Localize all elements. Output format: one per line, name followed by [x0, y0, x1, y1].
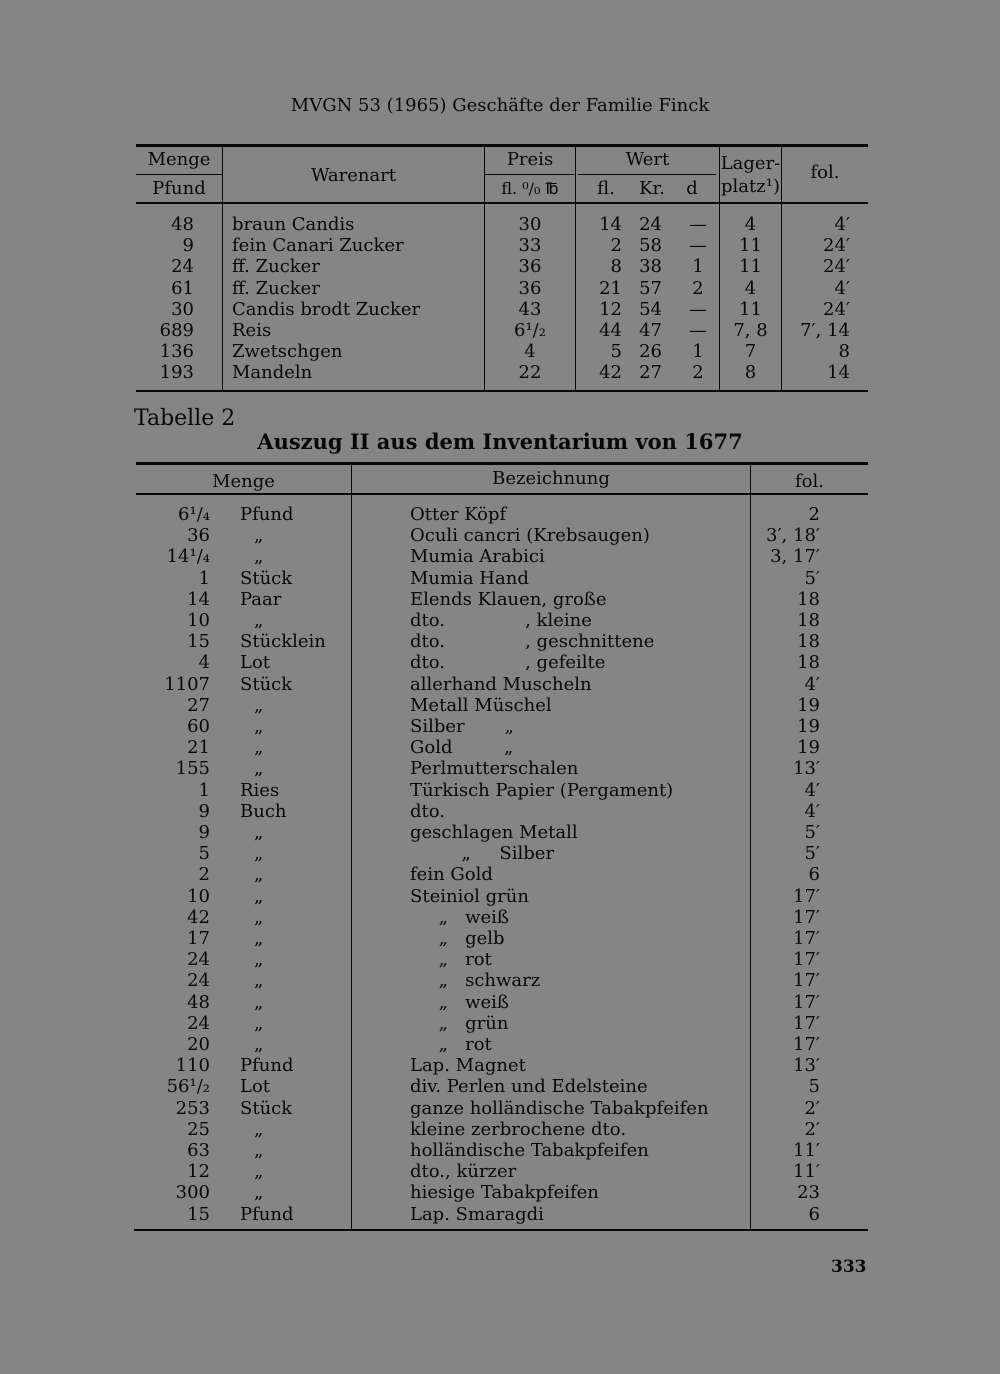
cell-bezeichnung: Silber „ [410, 716, 515, 737]
cell-menge-number: 1107 [164, 673, 210, 695]
header-wert: Wert [625, 149, 670, 170]
cell-wert-kr: 58 [639, 235, 662, 257]
cell-wert-kr: 24 [639, 214, 662, 235]
cell-fol: 17′ [793, 1012, 820, 1034]
cell-preis: 30 [518, 214, 542, 235]
cell-fol: 11′ [793, 1140, 820, 1161]
cell-bezeichnung: Gold „ [410, 737, 514, 759]
cell-menge-unit: „ [254, 610, 264, 631]
cell-menge-unit: „ [254, 1118, 264, 1140]
header-wert-kr: Kr. [639, 178, 665, 199]
cell-bezeichnung: Otter Köpf [410, 504, 507, 525]
cell-fol: 4′ [804, 673, 820, 695]
cell-menge-unit: Stück [240, 567, 293, 589]
table2-top-rule [136, 462, 868, 465]
cell-menge-unit: „ [254, 906, 264, 928]
cell-preis: 22 [518, 362, 542, 384]
cell-menge-number: 10 [187, 610, 210, 631]
cell-bezeichnung: „ schwarz [410, 970, 541, 992]
cell-fol: 3′, 18′ [766, 525, 820, 547]
cell-bezeichnung: fein Gold [410, 864, 493, 886]
cell-warenart: ff. Zucker [232, 277, 320, 299]
cell-fol: 4′ [834, 277, 850, 299]
cell-menge: 193 [159, 362, 194, 384]
cell-fol: 17′ [793, 1034, 820, 1055]
cell-menge-number: 14 [187, 588, 210, 610]
cell-bezeichnung: „ weiß [410, 906, 509, 928]
cell-fol: 2′ [804, 1097, 820, 1119]
cell-bezeichnung: dto. , kleine [410, 610, 592, 631]
cell-fol: 19 [797, 737, 820, 759]
cell-fol: 19 [797, 694, 820, 716]
cell-fol: 24′ [823, 235, 850, 257]
cell-bezeichnung: „ rot [410, 1034, 492, 1055]
cell-wert-fl: 42 [599, 362, 622, 384]
cell-menge: 30 [171, 298, 194, 320]
cell-menge-number: 15 [187, 631, 210, 653]
cell-menge-unit: „ [254, 991, 264, 1013]
table1-wert-sub-rule [578, 174, 716, 175]
header-pfund: Pfund [152, 178, 206, 199]
cell-menge-unit: Lot [240, 652, 271, 674]
cell-menge-unit: „ [254, 928, 264, 949]
cell-menge-number: 60 [187, 716, 210, 737]
cell-lagerplatz: 7 [744, 341, 757, 363]
cell-preis: 33 [518, 235, 542, 257]
cell-menge: 136 [159, 341, 194, 363]
cell-fol: 17′ [793, 949, 820, 971]
table1-header-bottom-rule [136, 202, 868, 204]
header-warenart: Warenart [310, 165, 397, 186]
header-preis-unit: fl. ⁰/₀ ℔ [501, 179, 559, 198]
cell-fol: 6 [808, 864, 820, 886]
cell-wert-d: — [689, 320, 707, 341]
cell-menge-number: 4 [198, 652, 210, 674]
cell-menge: 9 [182, 235, 194, 257]
cell-wert-d: 1 [692, 256, 704, 278]
cell-fol: 17′ [793, 885, 820, 907]
table1-col-rule-3 [575, 146, 576, 391]
cell-bezeichnung: Mumia Arabici [410, 546, 545, 568]
cell-menge-number: 10 [187, 885, 210, 907]
cell-bezeichnung: Mumia Hand [410, 567, 529, 589]
cell-menge-unit: „ [254, 885, 264, 907]
table1-bottom-rule [136, 390, 868, 392]
header-fol-2: fol. [795, 471, 824, 492]
cell-fol: 18 [797, 610, 820, 631]
cell-bezeichnung: dto., kürzer [410, 1161, 517, 1183]
cell-bezeichnung: geschlagen Metall [410, 822, 578, 843]
cell-wert-fl: 2 [610, 235, 622, 257]
cell-menge-unit: Ries [240, 779, 280, 801]
cell-wert-kr: 38 [639, 256, 662, 278]
cell-menge-unit: „ [254, 822, 264, 843]
cell-bezeichnung: „ rot [410, 949, 492, 971]
cell-wert-fl: 12 [599, 298, 622, 320]
cell-lagerplatz: 11 [739, 235, 762, 257]
cell-bezeichnung: allerhand Muscheln [410, 673, 592, 695]
cell-bezeichnung: dto. , gefeilte [410, 652, 606, 674]
cell-bezeichnung: „ weiß [410, 991, 509, 1013]
cell-wert-fl: 21 [599, 277, 622, 299]
cell-menge-unit: „ [254, 758, 264, 780]
cell-warenart: Mandeln [232, 362, 313, 384]
cell-menge-unit: Paar [240, 588, 282, 610]
cell-menge-unit: Pfund [240, 1203, 294, 1225]
cell-menge-unit: „ [254, 546, 264, 568]
cell-menge-unit: „ [254, 1161, 264, 1183]
cell-menge-number: 14¹/₄ [166, 546, 210, 568]
cell-menge: 61 [171, 277, 194, 299]
cell-fol: 18 [797, 631, 820, 653]
cell-menge-number: 155 [175, 758, 210, 780]
cell-menge-unit: Stück [240, 1097, 293, 1119]
cell-bezeichnung: ganze holländische Tabakpfeifen [410, 1097, 709, 1119]
cell-menge-number: 5 [198, 843, 210, 865]
cell-fol: 17′ [793, 906, 820, 928]
cell-menge: 48 [171, 214, 194, 235]
cell-menge-unit: „ [254, 1140, 264, 1161]
cell-menge-unit: Stück [240, 673, 293, 695]
cell-fol: 23 [797, 1182, 820, 1204]
cell-fol: 18 [797, 588, 820, 610]
cell-menge-number: 21 [187, 737, 210, 759]
cell-fol: 8 [838, 341, 850, 363]
cell-menge-unit: „ [254, 864, 264, 886]
cell-fol: 4′ [804, 779, 820, 801]
table2-bottom-rule [134, 1229, 868, 1231]
cell-fol: 24′ [823, 256, 850, 278]
cell-menge-unit: Stücklein [240, 631, 326, 653]
cell-bezeichnung: Lap. Smaragdi [410, 1203, 544, 1225]
cell-bezeichnung: „ grün [410, 1012, 509, 1034]
cell-menge-number: 12 [187, 1161, 210, 1183]
table-label: Tabelle 2 [134, 406, 236, 431]
header-menge: Menge [147, 149, 211, 170]
cell-fol: 5′ [804, 822, 820, 843]
header-preis: Preis [506, 149, 554, 170]
cell-menge-unit: „ [254, 949, 264, 971]
cell-fol: 11′ [793, 1161, 820, 1183]
cell-bezeichnung: dto. , geschnittene [410, 631, 655, 653]
cell-menge-number: 25 [187, 1118, 210, 1140]
cell-bezeichnung: holländische Tabakpfeifen [410, 1140, 649, 1161]
cell-menge-number: 24 [187, 1012, 210, 1034]
cell-wert-d: — [689, 298, 707, 320]
cell-wert-fl: 5 [610, 341, 622, 363]
cell-warenart: Zwetschgen [232, 341, 343, 363]
cell-menge-number: 56¹/₂ [166, 1076, 210, 1098]
cell-lagerplatz: 4 [744, 277, 757, 299]
cell-menge-number: 110 [175, 1055, 210, 1077]
cell-fol: 13′ [793, 1055, 820, 1077]
header-fol: fol. [810, 162, 840, 183]
cell-wert-fl: 8 [610, 256, 622, 278]
cell-wert-kr: 57 [639, 277, 662, 299]
cell-warenart: braun Candis [232, 214, 355, 235]
cell-menge-unit: „ [254, 716, 264, 737]
table2-header-bottom-rule [136, 493, 868, 495]
cell-bezeichnung: dto. [410, 800, 445, 822]
cell-menge-number: 24 [187, 949, 210, 971]
table1-menge-sub-rule [136, 174, 222, 175]
cell-preis: 36 [518, 277, 542, 299]
cell-preis: 36 [518, 256, 542, 278]
cell-menge-unit: „ [254, 694, 264, 716]
cell-fol: 7′, 14 [800, 320, 850, 341]
cell-bezeichnung: Elends Klauen, große [410, 588, 607, 610]
cell-bezeichnung: Metall Müschel [410, 694, 552, 716]
cell-bezeichnung: Oculi cancri (Krebsaugen) [410, 525, 650, 547]
cell-menge-unit: Pfund [240, 1055, 294, 1077]
cell-fol: 17′ [793, 991, 820, 1013]
cell-menge-unit: „ [254, 843, 264, 865]
cell-fol: 4′ [804, 800, 820, 822]
cell-menge-number: 24 [187, 970, 210, 992]
cell-fol: 17′ [793, 970, 820, 992]
cell-wert-kr: 27 [639, 362, 662, 384]
cell-menge-number: 253 [175, 1097, 210, 1119]
cell-bezeichnung: Lap. Magnet [410, 1055, 526, 1077]
header-bezeichnung: Bezeichnung [492, 468, 610, 489]
cell-warenart: Candis brodt Zucker [232, 298, 421, 320]
header-wert-d: d [686, 178, 698, 199]
cell-menge-unit: „ [254, 1182, 264, 1204]
cell-menge-unit: „ [254, 1034, 264, 1055]
cell-menge-unit: Lot [240, 1076, 271, 1098]
cell-menge: 689 [159, 320, 194, 341]
cell-wert-d: — [689, 235, 707, 257]
header-wert-fl: fl. [597, 178, 615, 199]
cell-menge-number: 15 [187, 1203, 210, 1225]
cell-fol: 5 [808, 1076, 820, 1098]
cell-menge-unit: „ [254, 737, 264, 759]
cell-menge-unit: Pfund [240, 504, 294, 525]
header-lagerplatz-2: platz¹) [721, 176, 780, 197]
cell-menge-number: 42 [187, 906, 210, 928]
cell-menge-unit: Buch [240, 800, 287, 822]
cell-wert-fl: 44 [599, 320, 622, 341]
cell-wert-d: 1 [692, 341, 704, 363]
cell-menge-unit: „ [254, 970, 264, 992]
cell-fol: 13′ [793, 758, 820, 780]
cell-wert-kr: 26 [639, 341, 662, 363]
cell-fol: 2′ [804, 1118, 820, 1140]
table1-preis-sub-rule [484, 174, 574, 175]
cell-menge-number: 27 [187, 694, 210, 716]
cell-preis: 4 [524, 341, 536, 363]
header-lagerplatz-1: Lager- [720, 153, 781, 174]
cell-bezeichnung: „ Silber [410, 843, 555, 865]
cell-bezeichnung: Steiniol grün [410, 885, 529, 907]
cell-menge-number: 1 [198, 779, 210, 801]
cell-lagerplatz: 11 [739, 298, 762, 320]
cell-fol: 3, 17′ [770, 546, 820, 568]
cell-fol: 19 [797, 716, 820, 737]
cell-bezeichnung: div. Perlen und Edelsteine [410, 1076, 648, 1098]
running-header: MVGN 53 (1965) Geschäfte der Familie Finck [290, 95, 710, 116]
cell-menge-number: 17 [187, 928, 210, 949]
cell-bezeichnung: Perlmutterschalen [410, 758, 579, 780]
cell-fol: 2 [808, 504, 820, 525]
cell-lagerplatz: 7, 8 [733, 320, 768, 341]
cell-menge-unit: „ [254, 525, 264, 547]
cell-menge: 24 [171, 256, 194, 278]
cell-fol: 5′ [804, 567, 820, 589]
cell-menge-number: 20 [187, 1034, 210, 1055]
cell-fol: 6 [808, 1203, 820, 1225]
cell-menge-number: 1 [198, 567, 210, 589]
cell-bezeichnung: „ gelb [410, 928, 505, 949]
table1-top-rule [136, 144, 868, 147]
page-number: 333 [831, 1257, 867, 1277]
cell-wert-fl: 14 [599, 214, 622, 235]
cell-bezeichnung: kleine zerbrochene dto. [410, 1118, 627, 1140]
cell-wert-kr: 47 [639, 320, 662, 341]
cell-menge-number: 9 [198, 822, 210, 843]
cell-menge-number: 63 [187, 1140, 210, 1161]
cell-menge-number: 36 [187, 525, 210, 547]
cell-wert-d: 2 [692, 362, 704, 384]
cell-fol: 17′ [793, 928, 820, 949]
cell-lagerplatz: 8 [744, 362, 757, 384]
cell-menge-number: 300 [175, 1182, 210, 1204]
cell-wert-d: 2 [692, 277, 704, 299]
cell-wert-d: — [689, 214, 707, 235]
cell-menge-number: 6¹/₄ [178, 504, 210, 525]
cell-preis: 6¹/₂ [514, 320, 546, 341]
cell-preis: 43 [518, 298, 542, 320]
table2-col-rule-2 [750, 464, 751, 1230]
cell-lagerplatz: 4 [744, 214, 757, 235]
cell-wert-kr: 54 [639, 298, 662, 320]
cell-warenart: fein Canari Zucker [232, 235, 404, 257]
cell-bezeichnung: Türkisch Papier (Pergament) [410, 779, 674, 801]
cell-fol: 4′ [834, 214, 850, 235]
cell-fol: 5′ [804, 843, 820, 865]
cell-fol: 24′ [823, 298, 850, 320]
cell-bezeichnung: hiesige Tabakpfeifen [410, 1182, 599, 1204]
cell-fol: 18 [797, 652, 820, 674]
cell-menge-number: 9 [198, 800, 210, 822]
cell-lagerplatz: 11 [739, 256, 762, 278]
cell-warenart: ff. Zucker [232, 256, 320, 278]
cell-menge-number: 48 [187, 991, 210, 1013]
table-title: Auszug II aus dem Inventarium von 1677 [257, 429, 743, 454]
cell-fol: 14 [827, 362, 850, 384]
cell-menge-unit: „ [254, 1012, 264, 1034]
header-menge-2: Menge [212, 471, 275, 492]
cell-warenart: Reis [232, 320, 272, 341]
cell-menge-number: 2 [198, 864, 210, 886]
